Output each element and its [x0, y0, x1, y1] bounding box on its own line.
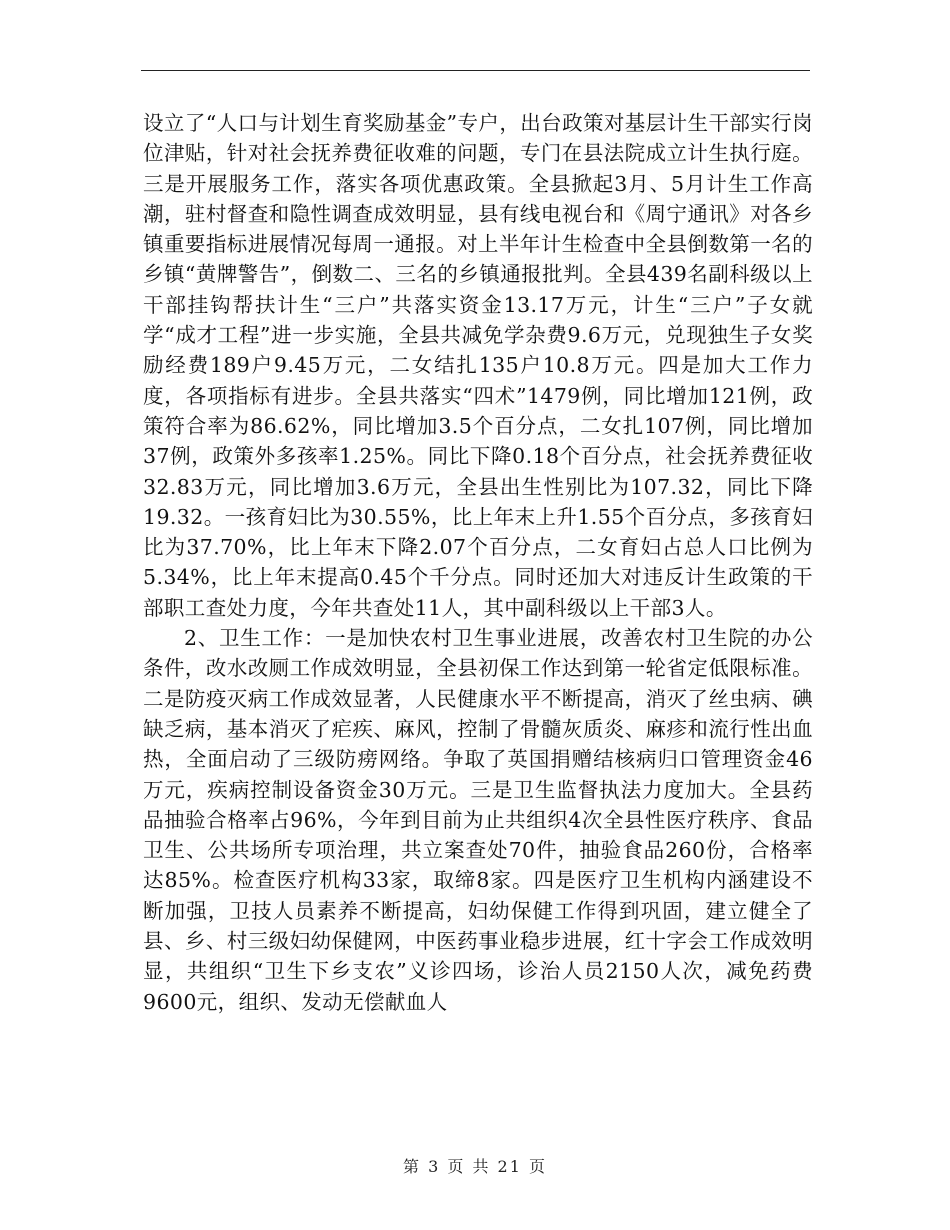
header-rule [141, 70, 810, 71]
body-text [143, 108, 813, 1017]
paragraph-1: 设立了“人口与计划生育奖励基金”专户，出台政策对基层计生干部实行岗位津贴，针对社会抚养费征收难的问题，专门在县法院成立计生执行庭。三是开展服务工作，落实各项优惠政策。全县掀起3月、5月计生工作高潮，驻村督查和隐性调查成效明显，县有线电视台和《周宁通讯》对各乡镇重要指标进展情况每周一通报。对上半年计生检查中全县倒数第一名的乡镇“黄牌警告”，倒数二、三名的乡镇通报批判。全县439名副科级以上干部挂钩帮扶计生“三户”共落实资金13.17万元，计生“三户”子女就学“成才工程”进一步实施，全县共减免学杂费9.6万元，兑现独生子女奖励经费189户9.45万元，二女结扎135户10.8万元。四是加大工作力度，各项指标有进步。全县共落实“四术”1479例，同比增加121例，政策符合率为86.62%，同比增加3.5个百分点，二女扎107例，同比增加37例，政策外多孩率1.25%。同比下降0.18个百分点，社会抚养费征收32.83万元，同比增加3.6万元，全县出生性别比为107.32，同比下降19.32。一孩育妇比为30.55%，比上年末上升1.55个百分点，多孩育妇比为37.70%，比上年末下降2.07个百分点，二女育妇占总人口比例为5.34%，比上年末提高0.45个千分点。同时还加大对违反计生政策的干部职工查处力度，今年共查处11人，其中副科级以上干部3人。 [143, 111, 813, 620]
paragraph-2: 2、卫生工作：一是加快农村卫生事业进展，改善农村卫生院的办公条件，改水改厕工作成效明显，全县初保工作达到第一轮省定低限标准。二是防疫灭病工作成效显著，人民健康水平不断提高，消灭了丝虫病、碘缺乏病，基本消灭了疟疾、麻风，控制了骨髓灰质炎、麻疹和流行性出血热，全面启动了三级防痨网络。争取了英国捐赠结核病归口管理资金46万元，疾病控制设备资金30万元。三是卫生监督执法力度加大。全县药品抽验合格率占96%，今年到目前为止共组织4次全县性医疗秩序、食品卫生、公共场所专项治理，共立案查处70件，抽验食品260份，合格率达85%。检查医疗机构33家，取缔8家。四是医疗卫生机构内涵建设不断加强，卫技人员素养不断提高，妇幼保健工作得到巩固，建立健全了县、乡、村三级妇幼保健网，中医药事业稳步进展，红十字会工作成效明显，共组织“卫生下乡支农”义诊四场，诊治人员2150人次，减免药费9600元，组织、发动无偿献血人 [143, 626, 813, 1014]
page-footer: 第 3 页 共 21 页 [403, 1157, 547, 1176]
